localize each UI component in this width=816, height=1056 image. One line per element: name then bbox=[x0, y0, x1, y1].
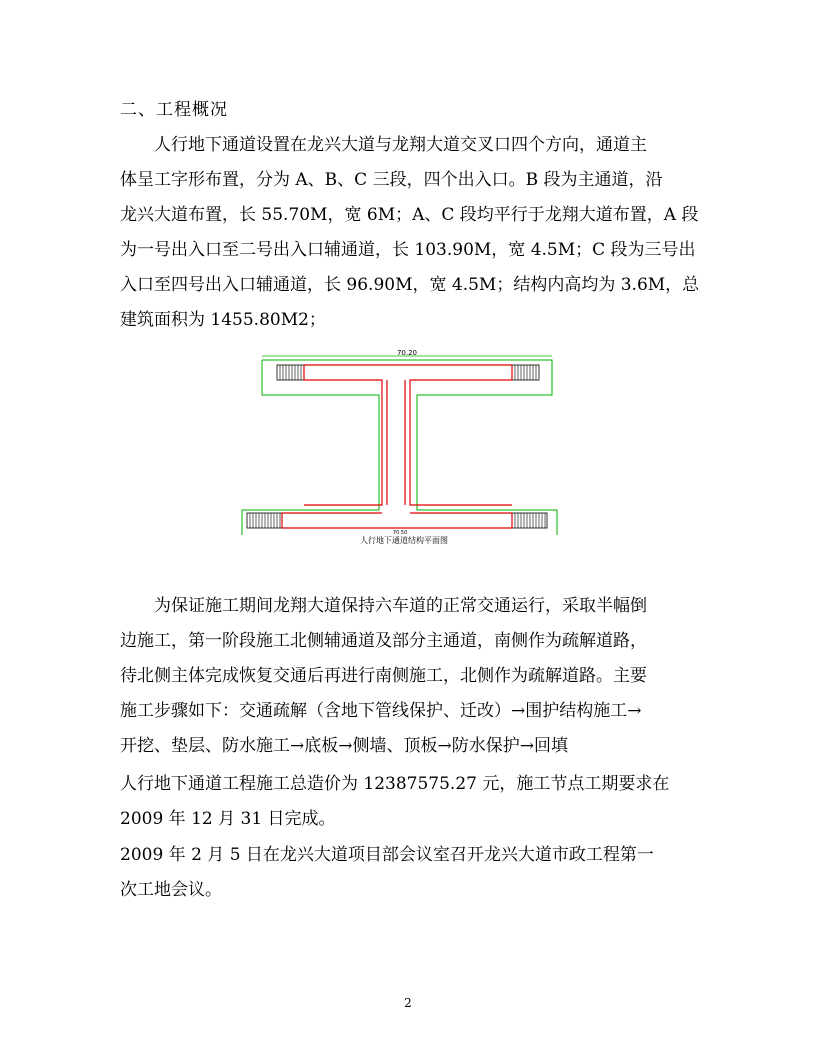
overview-paragraph bbox=[120, 128, 700, 338]
text-line: 建筑面积为 1455.80M2； bbox=[120, 310, 326, 330]
text-line: 人行地下通道设置在龙兴大道与龙翔大道交叉口四个方向，通道主 bbox=[154, 135, 647, 155]
text-line: 2009 年 2 月 5 日在龙兴大道项目部会议室召开龙兴大道市政工程第一 bbox=[120, 845, 654, 865]
text-line: 人行地下通道工程施工总造价为 12387575.27 元，施工节点工期要求在 bbox=[120, 774, 670, 794]
text-line: 施工步骤如下：交通疏解（含地下管线保护、迁改）→围护结构施工→ bbox=[120, 701, 642, 721]
page-number: 2 bbox=[404, 996, 412, 1010]
text-line: 龙兴大道布置，长 55.70M，宽 6M；A、C 段均平行于龙翔大道布置，A 段 bbox=[120, 205, 699, 225]
meeting-paragraph bbox=[120, 838, 700, 908]
top-dimension-label: 70.20 bbox=[396, 350, 418, 357]
bottom-dimension-label: 70.50 bbox=[392, 530, 408, 535]
text-line: 边施工，第一阶段施工北侧辅通道及部分主通道，南侧作为疏解道路， bbox=[120, 631, 647, 651]
stair-block bbox=[512, 365, 539, 380]
text-line: 为保证施工期间龙翔大道保持六车道的正常交通运行，采取半幅倒 bbox=[154, 596, 647, 616]
construction-paragraph bbox=[120, 589, 700, 764]
bottom-passage-walls bbox=[282, 513, 512, 528]
text-line: 体呈工字形布置，分为 A、B、C 三段，四个出入口。B 段为主通道，沿 bbox=[120, 170, 663, 190]
text-line: 待北侧主体完成恢复交通后再进行南侧施工，北侧作为疏解道路。主要 bbox=[120, 666, 647, 686]
text-line: 为一号出入口至二号出入口辅通道，长 103.90M，宽 4.5M；C 段为三号出 bbox=[120, 240, 696, 260]
stair-block bbox=[277, 365, 304, 380]
figure-caption: 人行地下通道结构平面图 bbox=[360, 536, 448, 545]
section-heading: 二、工程概况 bbox=[120, 100, 228, 120]
underpass-plan-drawing bbox=[222, 350, 586, 535]
outline-boundary bbox=[242, 360, 557, 535]
text-line: 开挖、垫层、防水施工→底板→侧墙、顶板→防水保护→回填 bbox=[120, 736, 568, 756]
text-line: 入口至四号出入口辅通道，长 96.90M，宽 4.5M；结构内高均为 3.6M，总 bbox=[120, 275, 700, 295]
cost-paragraph bbox=[120, 767, 700, 837]
text-line: 次工地会议。 bbox=[120, 880, 222, 900]
text-line: 2009 年 12 月 31 日完成。 bbox=[120, 809, 336, 829]
top-passage-walls bbox=[304, 365, 512, 505]
underpass-plan-figure bbox=[222, 350, 586, 550]
main-passage-walls bbox=[387, 380, 405, 505]
